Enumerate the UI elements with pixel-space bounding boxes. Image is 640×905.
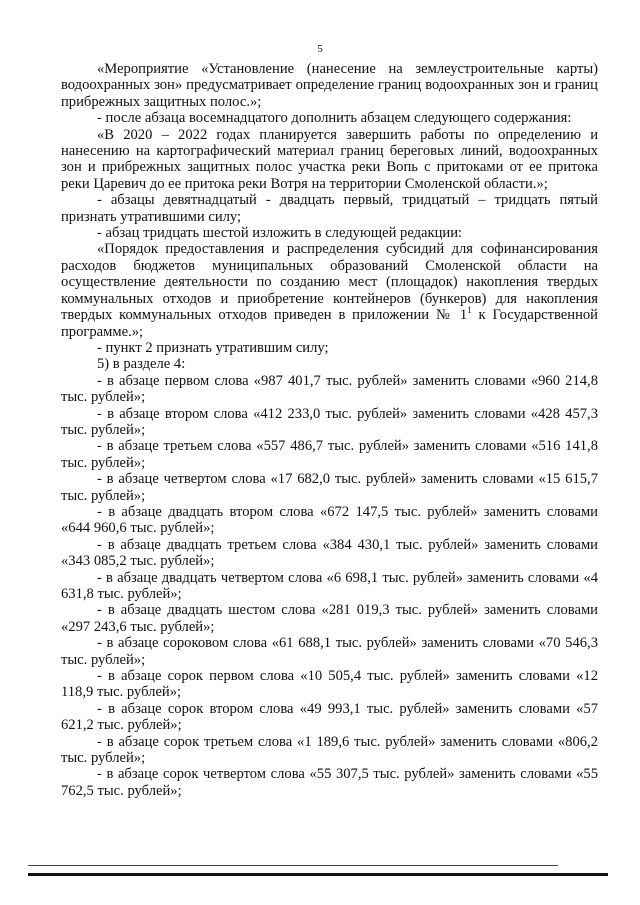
amendment-item: - в абзаце втором слова «412 233,0 тыс. рублей» заменить словами «428 457,3 тыс. рублей»; [61,405,598,438]
amendment-item: - в абзаце сороковом слова «61 688,1 тыс. рублей» заменить словами «70 546,3 тыс. рублей»; [61,635,598,668]
amendment-item: - в абзаце двадцать четвертом слова «6 698,1 тыс. рублей» заменить словами «4 631,8 тыс. рублей»; [61,569,598,602]
paragraph-section-4: 5) в разделе 4: [97,356,186,373]
amendment-item: - в абзаце сорок втором слова «49 993,1 тыс. рублей» заменить словами «57 621,2 тыс. рублей»; [61,700,598,734]
footer-rule-thick [28,873,608,876]
paragraph-point-2-invalid: - пункт 2 признать утратившим силу; [97,339,329,356]
amendment-item: - в абзаце третьем слова «557 486,7 тыс. рублей» заменить словами «516 141,8 тыс. рублей»; [61,438,598,471]
paragraph-invalidate-19-35: - абзацы девятнадцатый - двадцать первый, тридцатый – тридцать пятый признать утратившими силу; [61,192,598,225]
amendment-item: - в абзаце сорок первом слова «10 505,4 тыс. рублей» заменить словами «12 118,9 тыс. рублей»; [61,668,598,701]
paragraph-subsidy-procedure: «Порядок предоставления и распределения субсидий для софинансирования расходов бюджетов муниципальных образований Смоленской области на осуществление деятельности по созданию мест (площадок) накопления твердых коммунальных отходов и приобретение контейнеров (бункеров) для накопления твердых коммунальных отходов приведен в приложении № $1^1$ к Государственной программе.»; [61,241,598,340]
footer-rule-thin [28,865,558,866]
amendment-item: - в абзаце двадцать втором слова «672 147,5 тыс. рублей» заменить словами «644 960,6 тыс. рублей»; [61,503,598,537]
paragraph-add-after-18: - после абзаца восемнадцатого дополнить абзацем следующего содержания: [97,110,572,127]
amendment-item: - в абзаце сорок четвертом слова «55 307,5 тыс. рублей» заменить словами «55 762,5 тыс. рублей»; [61,766,598,799]
document-body [61,61,598,799]
amendment-item: - в абзаце двадцать шестом слова «281 019,3 тыс. рублей» заменить словами «297 243,6 тыс. рублей»; [61,602,598,635]
paragraph-36-new-wording: - абзац тридцать шестой изложить в следующей редакции: [97,225,463,242]
paragraph-2020-2022-works: «В 2020 – 2022 годах планируется завершить работы по определению и нанесению на картографический материал границ береговых линий, водоохранных зон и прибрежных защитных полос участка реки Вопь с притоками от ее притока реки Царевич до ее притока реки Вотря на территории Смоленской области.»; [61,126,598,192]
amendment-item: - в абзаце первом слова «987 401,7 тыс. рублей» заменить словами «960 214,8 тыс. рублей»; [61,372,598,406]
page-number: 5 [317,43,323,55]
amendment-item: - в абзаце двадцать третьем слова «384 430,1 тыс. рублей» заменить словами «343 085,2 тыс. рублей»; [61,536,598,570]
paragraph-watershed-measure: «Мероприятие «Установление (нанесение на землеустроительные карты) водоохранных зон» предусматривает определение границ водоохранных зон и границ прибрежных защитных полос.»; [61,61,598,110]
amendment-item: - в абзаце четвертом слова «17 682,0 тыс. рублей» заменить словами «15 615,7 тыс. рублей»; [61,471,598,504]
amendment-item: - в абзаце сорок третьем слова «1 189,6 тыс. рублей» заменить словами «806,2 тыс. рублей»; [61,733,598,767]
